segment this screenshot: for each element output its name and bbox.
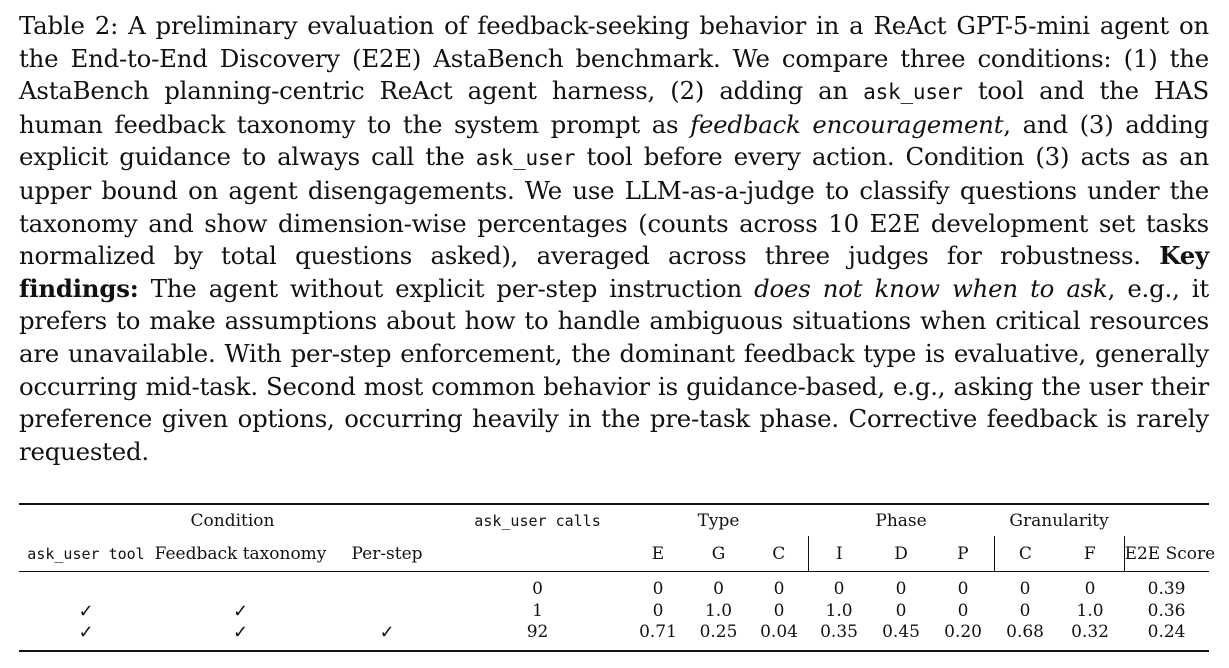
caption-key-findings: Key findings: (19, 241, 1209, 303)
subheader-e2e-score: E2E Score (1124, 536, 1209, 571)
caption-text: The agent without explicit per-step instruction (138, 273, 755, 303)
caption-emphasis: feedback encouragement (690, 109, 1004, 139)
cell-phase-i: 0.35 (820, 622, 858, 643)
cell-type-c: 0 (773, 579, 785, 600)
header-phase: Phase (875, 510, 927, 531)
cell-phase-p: 0 (957, 579, 969, 600)
caption-text: A preliminary evaluation of feedback-seeking behavior in a ReAct GPT-5-mini agent on the End-to-End Discovery (E2E) AstaBench benchmark. We compare three conditions: (1) the AstaBench planning-centric ReAct agent harness, (2) adding an (19, 11, 1209, 106)
cell-type-e: 0 (652, 579, 664, 600)
cell-calls: 1 (532, 600, 543, 621)
caption-label: Table 2: (19, 11, 119, 40)
subheader-feedback-taxonomy: Feedback taxonomy (154, 543, 327, 564)
caption-text: tool and the HAS human feedback taxonomy to the system prompt as (19, 76, 1209, 139)
cell-phase-i: 1.0 (825, 600, 853, 621)
header-granularity: Granularity (1009, 510, 1109, 531)
subheader-per-step: Per-step (351, 543, 423, 564)
cell-phase-d: 0 (895, 579, 907, 600)
cell-phase-d: 0.45 (882, 622, 920, 643)
cell-calls: 92 (526, 622, 549, 643)
cell-type-c: 0.04 (760, 622, 798, 643)
cell-granularity-f: 0 (1084, 579, 1096, 600)
group-header-row (19, 505, 1209, 536)
subheader-phase-p: P (957, 543, 969, 564)
cell-type-c: 0 (773, 600, 785, 621)
cell-ask-user-tool (19, 579, 153, 601)
subheader-type-g: G (711, 543, 726, 564)
cell-ask-user-tool: ✓ (78, 600, 94, 622)
cell-granularity-f: 0.32 (1071, 622, 1109, 643)
cell-ask-user-tool: ✓ (78, 622, 94, 644)
subheader-granularity-f: F (1083, 543, 1096, 564)
cell-e2e-score: 0.36 (1147, 600, 1186, 621)
cell-granularity-c: 0.68 (1006, 622, 1044, 643)
subheader-type-e: E (651, 543, 665, 564)
cell-type-e: 0.71 (639, 622, 677, 643)
cell-per-step: ✓ (379, 622, 395, 644)
header-condition: Condition (190, 510, 275, 531)
subheader-type-c: C (772, 543, 786, 564)
cell-feedback-taxonomy: ✓ (232, 622, 249, 644)
subheader-phase-i: I (808, 536, 870, 571)
cell-phase-d: 0 (895, 600, 907, 621)
cell-granularity-c: 0 (1019, 600, 1031, 621)
cell-type-e: 0 (652, 600, 664, 621)
caption-text: tool before every action. Condition (3) acts as an upper bound on agent disengagements. We use LLM-as-a-judge to classify questions under the taxonomy and show dimension-wise percentages (counts across 10 E2E development set tasks normalized by total questions asked), averaged across three judges for robustness. (19, 142, 1209, 271)
cell-e2e-score: 0.39 (1147, 579, 1186, 600)
table-row (19, 579, 1209, 601)
cell-feedback-taxonomy (153, 579, 328, 601)
cell-per-step (328, 579, 446, 601)
cell-phase-i: 0 (833, 579, 845, 600)
caption-emphasis: does not know when to ask (754, 273, 1108, 303)
cell-per-step (328, 601, 446, 623)
header-empty (1124, 505, 1209, 536)
caption-text: , e.g., it prefers to make assumptions about how to handle ambiguous situations when critical resources are unavailable. With per-step enforcement, the dominant feedback type is evaluative, generally occurring mid-task. Second most common behavior is guidance-based, e.g., asking the user their preference given options, occurring heavily in the pre-task phase. Corrective feedback is rarely requested. (19, 273, 1210, 466)
cell-feedback-taxonomy: ✓ (232, 600, 249, 622)
caption-code: ask_user (475, 146, 576, 171)
caption-code: ask_user (863, 80, 963, 105)
table-bottom-rule (19, 650, 1209, 652)
cell-type-g: 0 (713, 579, 724, 600)
caption-text: , and (3) adding explicit guidance to always call the (19, 109, 1209, 172)
sub-header-row (19, 536, 1209, 571)
table-row (19, 622, 1209, 644)
subheader-phase-d: D (894, 543, 908, 564)
header-type: Type (697, 510, 740, 531)
table-row (19, 601, 1209, 623)
subheader-ask-user-tool: ask_user tool (27, 544, 145, 563)
cell-granularity-f: 1.0 (1076, 600, 1104, 621)
cell-phase-p: 0.20 (944, 622, 982, 643)
cell-calls: 0 (532, 579, 543, 600)
table-caption (19, 10, 1209, 468)
cell-granularity-c: 0 (1019, 579, 1031, 600)
cell-type-g: 0.25 (699, 622, 738, 643)
cell-type-g: 1.0 (704, 600, 733, 621)
subheader-granularity-c: C (994, 536, 1056, 571)
cell-phase-p: 0 (957, 600, 969, 621)
results-grid (19, 505, 1216, 644)
subheader-empty (446, 536, 629, 571)
header-ask-user-calls: ask_user calls (474, 511, 601, 530)
cell-e2e-score: 0.24 (1147, 622, 1186, 643)
